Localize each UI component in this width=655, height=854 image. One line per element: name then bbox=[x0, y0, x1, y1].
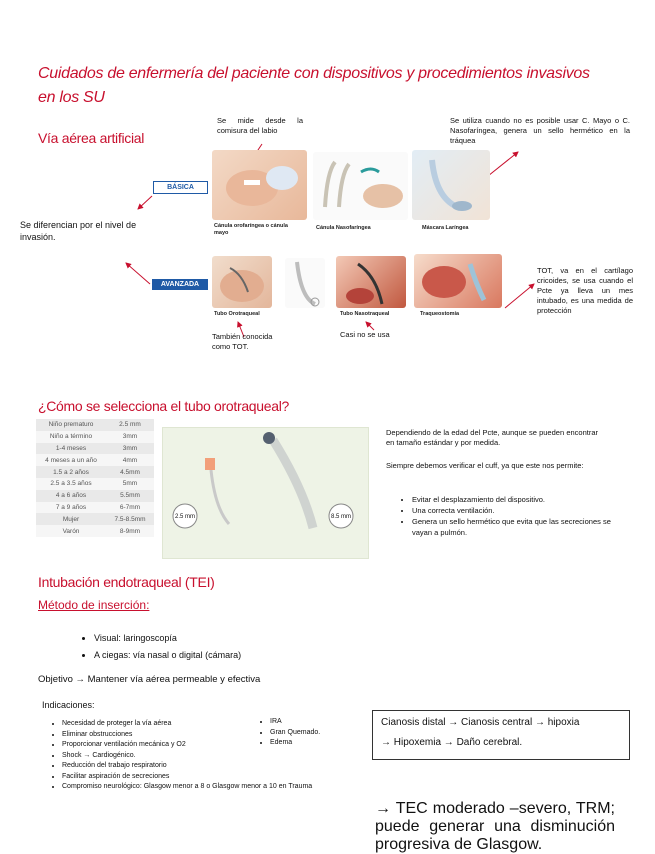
list-metodos bbox=[80, 630, 241, 664]
image-mascara-laringea bbox=[412, 150, 490, 220]
box-cianosis bbox=[372, 710, 630, 760]
note-mide: Se mide desde la comisura del labio bbox=[217, 116, 303, 135]
table-cell-age: Niño a término bbox=[49, 433, 93, 441]
section-heading-tei: Intubación endotraqueal (TEI) bbox=[38, 574, 215, 590]
image-tubo-orotraqueal bbox=[285, 258, 325, 308]
table-cell-size: 4mm bbox=[122, 456, 138, 464]
list-item: • Shock → Cardiogénico. bbox=[62, 751, 392, 762]
list-item: • Eliminar obstrucciones bbox=[62, 730, 392, 741]
label-size-large: 8.5 mm bbox=[330, 514, 351, 520]
caption-traqueostomia: Traqueostomía bbox=[420, 311, 460, 317]
paragraph-cuff: Siempre debemos verificar el cuff, ya que este nos permite: bbox=[386, 461, 584, 470]
list-item: • Compromiso neurológico: Glasgow menor a 8 o Glasgow menor a 10 en Trauma bbox=[62, 782, 392, 793]
table-row bbox=[36, 502, 154, 514]
table-cell-size: 3mm bbox=[122, 433, 138, 441]
caption-mascara: Máscara Laríngea bbox=[422, 225, 469, 231]
table-row bbox=[36, 490, 154, 502]
list-indicaciones bbox=[48, 719, 392, 793]
table-tubo-sizes bbox=[36, 419, 154, 537]
list-item: • Edema bbox=[270, 738, 320, 749]
list-item: • Gran Quemado. bbox=[270, 728, 320, 739]
badge-basica: BÁSICA bbox=[153, 181, 208, 194]
arrow-nasotraqueal bbox=[366, 322, 374, 330]
list-cuff bbox=[398, 494, 616, 538]
image-canula-orofaringea bbox=[212, 150, 307, 220]
list-item: • Reducción del trabajo respiratorio bbox=[62, 761, 392, 772]
table-row bbox=[36, 478, 154, 490]
table-row bbox=[36, 419, 154, 431]
table-cell-size: 7.5-8.5mm bbox=[114, 515, 146, 523]
image-canula-nasofaringea bbox=[313, 152, 408, 220]
table-row bbox=[36, 513, 154, 525]
image-tubos-comparacion bbox=[162, 427, 369, 559]
section-heading-seleccion: ¿Cómo se selecciona el tubo orotraqueal? bbox=[38, 398, 290, 414]
arrow-basica bbox=[138, 196, 152, 209]
page-title: Cuidados de enfermería del paciente con dispositivos y procedimientos invasivos en los SU bbox=[38, 65, 590, 106]
image-tubo-orotraqueal-patient bbox=[212, 256, 272, 308]
arrow-traqueo bbox=[505, 284, 534, 308]
list-item: • Genera un sello hermético que evita que las secreciones se vayan a pulmón. bbox=[412, 516, 616, 538]
table-cell-age: Mujer bbox=[62, 515, 80, 523]
table-row bbox=[36, 525, 154, 537]
table-cell-size: 3mm bbox=[122, 444, 138, 452]
list-item: • IRA bbox=[270, 717, 320, 728]
table-cell-age: Niño prematuro bbox=[48, 421, 94, 429]
text-cianosis-1: Cianosis distal → Cianosis central → hipoxia bbox=[381, 717, 580, 728]
text-objetivo: Objetivo → Mantener vía aérea permeable y efectiva bbox=[38, 674, 261, 685]
note-tot-conocida: También conocida como TOT. bbox=[212, 332, 273, 351]
list-item: • Proporcionar ventilación mecánica y O2 bbox=[62, 740, 392, 751]
note-casi: Casi no se usa bbox=[340, 330, 390, 339]
table-row bbox=[36, 466, 154, 478]
table-cell-size: 6-7mm bbox=[119, 503, 141, 511]
table-cell-size: 5.5mm bbox=[120, 492, 140, 500]
badge-avanzada: AVANZADA bbox=[152, 279, 208, 290]
table-cell-age: 1-4 meses bbox=[55, 444, 87, 452]
caption-orotraqueal: Tubo Orotraqueal bbox=[214, 311, 260, 317]
table-cell-size: 4.5mm bbox=[120, 468, 140, 476]
caption-orofaringea: Cánula orofaríngea o cánula mayo bbox=[214, 223, 288, 236]
paragraph-dependiendo: Dependiendo de la edad del Pcte, aunque se pueden encontrar en tamaño estándar y por medida. bbox=[386, 428, 598, 447]
text-tec: → TEC moderado –severo, TRM; puede generar una disminución progresiva de Glasgow. bbox=[375, 800, 615, 853]
arrow-avanzada bbox=[126, 263, 150, 284]
list-item: • Facilitar aspiración de secreciones bbox=[62, 772, 392, 783]
list-indicaciones-2 bbox=[256, 717, 320, 749]
table-row bbox=[36, 443, 154, 455]
note-mascara: Se utiliza cuando no es posible usar C. Mayo o C. Nasofaríngea, genera un sello hermético en la tráquea bbox=[450, 116, 630, 145]
arrow-mascara bbox=[488, 152, 518, 176]
label-size-small: 2.5 mm bbox=[174, 514, 195, 520]
caption-nasotraqueal: Tubo Nasotraqueal bbox=[340, 311, 390, 317]
list-item: • A ciegas: vía nasal o digital (cámara) bbox=[94, 647, 241, 664]
table-cell-age: 4 meses a un año bbox=[45, 456, 97, 464]
heading-metodo: Método de inserción: bbox=[38, 598, 150, 612]
image-tubo-nasotraqueal bbox=[336, 256, 406, 308]
table-cell-age: Varón bbox=[62, 527, 80, 535]
heading-indicaciones: Indicaciones: bbox=[42, 700, 95, 710]
note-traqueostomia: TOT, va en el cartílago cricoides, se usa cuando el Pcte ya lleva un mes intubado, es una medida de protección bbox=[537, 266, 633, 315]
table-cell-age: 1.5 a 2 años bbox=[53, 468, 89, 476]
text-cianosis-2: → Hipoxemia → Daño cerebral. bbox=[381, 737, 523, 748]
table-row bbox=[36, 454, 154, 466]
image-traqueostomia bbox=[414, 254, 502, 308]
table-cell-size: 5mm bbox=[122, 480, 138, 488]
list-item: • Visual: laringoscopía bbox=[94, 630, 241, 647]
table-cell-size: 8-9mm bbox=[119, 527, 141, 535]
table-cell-size: 2.5 mm bbox=[119, 421, 141, 429]
list-item: • Una correcta ventilación. bbox=[412, 505, 616, 516]
table-row bbox=[36, 431, 154, 443]
table-cell-age: 7 a 9 años bbox=[55, 503, 87, 511]
section-heading-via-aerea: Vía aérea artificial bbox=[38, 130, 145, 146]
note-diferencian: Se diferencian por el nivel de invasión. bbox=[20, 220, 137, 242]
list-item: • Evitar el desplazamiento del dispositivo. bbox=[412, 494, 616, 505]
list-item: • Necesidad de proteger la vía aérea bbox=[62, 719, 392, 730]
caption-nasofaringea: Cánula Nasofaríngea bbox=[316, 225, 371, 231]
table-cell-age: 4 a 6 años bbox=[55, 492, 87, 500]
table-cell-age: 2.5 a 3.5 años bbox=[50, 480, 92, 488]
